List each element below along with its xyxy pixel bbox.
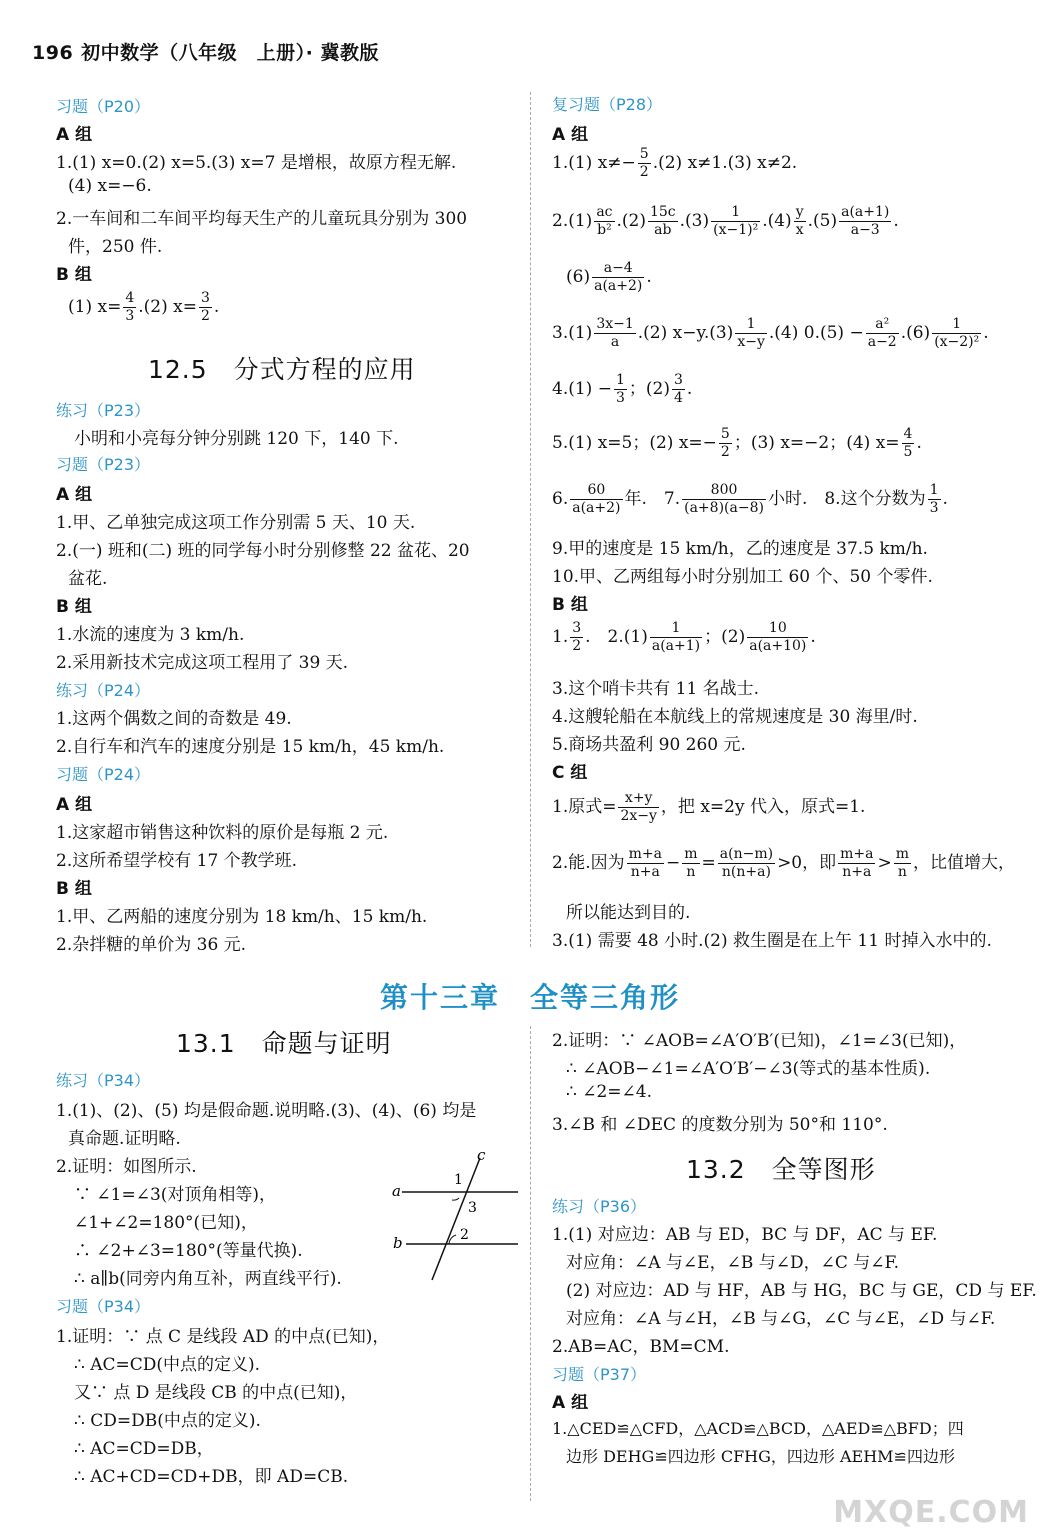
fraction: $\frac{1}{\text{(x−1)²}}$ [713, 204, 759, 238]
answer-line: 2.自行车和汽车的速度分别是 15 km/h，45 km/h. [56, 737, 445, 757]
answer-line: 1.甲、乙单独完成这项工作分别需 5 天、10 天. [56, 513, 416, 533]
answer-line: ∴ AC=CD=DB， [74, 1439, 214, 1459]
answer-line: 2.一车间和二车间平均每天生产的儿童玩具分别为 300 [56, 209, 468, 229]
practice-heading: 练习（P34） [56, 1071, 151, 1090]
answer-line: 2.证明：如图所示. [56, 1157, 197, 1177]
section-title: 13.2 全等图形 [686, 1155, 876, 1184]
answer-line: 3.(1) 需要 48 小时.(2) 救生圈是在上午 11 时掉入水中的. [552, 931, 992, 951]
answer-line: (1) x= $\frac{4}{3}$ .(2) x= $\frac{3}{2}$ . [68, 290, 220, 324]
answer-line: 6. $\frac{60}{a(a+2)}$ 年. 7. $\frac{800}{(a+8)(a-8)}$ 小时. 8.这个分数为 $\frac{1}{3}$ . [552, 482, 948, 516]
answer-line: 9.甲的速度是 15 km/h，乙的速度是 37.5 km/h. [552, 539, 928, 559]
answer-line: 2.能.因为 $\frac{m+a}{n+a}$ − $\frac{m}{n}$ = $\frac{a(n-m)}{n(n+a)}$ >0，即 $\frac{m+a}{n+a}$ > $\frac{m}{n}$ ，比值增大， [552, 846, 1016, 880]
answer-line: 2.采用新技术完成这项工程用了 39 天. [56, 653, 349, 673]
fraction: $\frac{y}{x}$ [795, 204, 804, 238]
fraction: $\frac{60}{a(a+2)}$ [572, 482, 621, 516]
answer-line: 2.证明：∵ ∠AOB=∠A′O′B′(已知)，∠1=∠3(已知)， [552, 1031, 967, 1051]
practice-heading: 练习（P24） [56, 681, 151, 700]
answer-line: 对应角：∠A 与∠E，∠B 与∠D，∠C 与∠F. [566, 1253, 900, 1273]
group-label: A 组 [552, 1393, 589, 1413]
answer-line: (4) x=−6. [68, 176, 152, 196]
answer-line: ∴ AC=CD(中点的定义). [74, 1355, 261, 1375]
fraction: $\frac{4}{5}$ [903, 426, 913, 460]
group-label: B 组 [56, 265, 92, 285]
fraction: $\frac{10}{a(a+10)}$ [749, 620, 807, 654]
chapter-title: 第十三章 全等三角形 [380, 981, 681, 1014]
label-c: c [477, 1146, 486, 1164]
fraction: $\frac{m}{n}$ [684, 846, 698, 880]
fraction: $\frac{5}{2}$ [639, 146, 649, 180]
practice-heading: 练习（P36） [552, 1197, 647, 1216]
section-title: 13.1 命题与证明 [176, 1029, 392, 1058]
page-header [32, 38, 379, 65]
answer-line: ∴ ∠2+∠3=180°(等量代换). [74, 1241, 303, 1261]
column-divider-bottom [530, 1026, 531, 1501]
answer-line: 件，250 件. [68, 237, 163, 257]
answer-line: 所以能达到目的. [566, 903, 691, 923]
column-divider-top [530, 92, 531, 947]
exercise-heading: 习题（P20） [56, 97, 151, 116]
answer-line: ∴ CD=DB(中点的定义). [74, 1411, 261, 1431]
group-label: B 组 [56, 879, 92, 899]
answer-line: 1.甲、乙两船的速度分别为 18 km/h、15 km/h. [56, 907, 428, 927]
fraction: $\frac{3x-1}{a}$ [596, 316, 634, 350]
page-number: 196 [32, 42, 74, 64]
group-label: A 组 [56, 485, 93, 505]
fraction: $\frac{3}{4}$ [673, 372, 683, 406]
fraction: $\frac{5}{2}$ [720, 426, 730, 460]
answer-line: 3.∠B 和 ∠DEC 的度数分别为 50°和 110°. [552, 1115, 888, 1135]
group-label: A 组 [56, 125, 93, 145]
group-label: A 组 [552, 125, 589, 145]
answer-line: 盆花. [68, 569, 108, 589]
answer-line: 4.(1) − $\frac{1}{3}$ ；(2) $\frac{3}{4}$ . [552, 372, 693, 406]
answer-line: 2.(1) $\frac{ac}{\text{b²}}$ .(2) $\frac{15c}{ab}$ .(3) $\frac{1}{\text{(x−1)²}}$ .(4) $\frac{y}{x}$ .(5) $\frac{a(a+1)}{a-3}$ . [552, 204, 899, 238]
answer-line: ∴ AC+CD=CD+DB，即 AD=CB. [74, 1467, 349, 1487]
answer-line: 2.AB=AC，BM=CM. [552, 1337, 730, 1357]
answer-line: 1. $\frac{3}{2}$ . 2.(1) $\frac{1}{a(a+1)}$ ；(2) $\frac{10}{a(a+10)}$ . [552, 620, 816, 654]
fraction: $\frac{m+a}{n+a}$ [840, 846, 874, 880]
fraction: $\frac{3}{2}$ [200, 290, 210, 324]
answer-line: 1.这两个偶数之间的奇数是 49. [56, 709, 292, 729]
answer-line: 边形 DEHG≌四边形 CFHG，四边形 AEHM≌四边形 [566, 1447, 955, 1466]
answer-line: 1.水流的速度为 3 km/h. [56, 625, 245, 645]
watermark: MXQE.COM [833, 1495, 1029, 1530]
answer-line: 1.这家超市销售这种饮料的原价是每瓶 2 元. [56, 823, 389, 843]
parallel-lines-figure [386, 1146, 522, 1286]
fraction: $\frac{1}{3}$ [929, 482, 939, 516]
exercise-heading: 习题（P23） [56, 455, 151, 474]
label-a: a [392, 1182, 401, 1200]
exercise-heading: 习题（P37） [552, 1365, 647, 1384]
answer-line: 1.(1)、(2)、(5) 均是假命题.说明略.(3)、(4)、(6) 均是 [56, 1101, 477, 1121]
fraction: $\frac{a(a+1)}{a-3}$ [841, 204, 890, 238]
answer-line: 1.原式= $\frac{x+y}{2x-y}$ ，把 x=2y 代入，原式=1. [552, 790, 866, 824]
answer-line: ∴ ∠AOB−∠1=∠A′O′B′−∠3(等式的基本性质). [566, 1059, 931, 1079]
answer-line: 1.(1) x=0.(2) x=5.(3) x=7 是增根，故原方程无解. [56, 153, 457, 173]
fraction: $\frac{1}{\text{(x−2)²}}$ [934, 316, 980, 350]
answer-line: 1.证明：∵ 点 C 是线段 AD 的中点(已知)， [56, 1327, 390, 1347]
answer-line: 又∵ 点 D 是线段 CB 的中点(已知)， [74, 1383, 358, 1403]
group-label: B 组 [56, 597, 92, 617]
fraction: $\frac{a(n-m)}{n(n+a)}$ [719, 846, 774, 880]
answer-line: 10.甲、乙两组每小时分别加工 60 个、50 个零件. [552, 567, 933, 587]
group-label: C 组 [552, 763, 588, 783]
fraction: $\frac{1}{a(a+1)}$ [651, 620, 701, 654]
answer-line: (2) 对应边：AD 与 HF，AB 与 HG，BC 与 GE，CD 与 EF. [566, 1281, 1037, 1301]
fraction: $\frac{1}{3}$ [615, 372, 625, 406]
answer-line: ∠1+∠2=180°(已知)， [74, 1213, 258, 1233]
fraction: $\frac{4}{3}$ [125, 290, 135, 324]
answer-line: 小明和小亮每分钟分别跳 120 下，140 下. [74, 429, 399, 449]
answer-line: 1.(1) 对应边：AB 与 ED，BC 与 DF，AC 与 EF. [552, 1225, 938, 1245]
angle-3-arc [452, 1198, 459, 1200]
fraction: $\frac{m+a}{n+a}$ [628, 846, 662, 880]
label-2: 2 [460, 1227, 469, 1243]
answer-line: 对应角：∠A 与∠H，∠B 与∠G，∠C 与∠E，∠D 与∠F. [566, 1309, 996, 1329]
angle-2-arc [449, 1235, 456, 1244]
practice-heading: 练习（P23） [56, 401, 151, 420]
label-1: 1 [454, 1172, 463, 1188]
answer-line: 3.这个哨卡共有 11 名战士. [552, 679, 760, 699]
answer-line: 5.商场共盈利 90 260 元. [552, 735, 746, 755]
answer-line: 2.(一) 班和(二) 班的同学每小时分别修整 22 盆花、20 [56, 541, 470, 561]
fraction: $\frac{m}{n}$ [895, 846, 910, 880]
answer-line: ∵ ∠1=∠3(对顶角相等)， [74, 1185, 277, 1205]
answer-line: (6) $\frac{a-4}{a(a+2)}$ . [566, 260, 652, 294]
fraction: $\frac{1}{x-y}$ [737, 316, 765, 350]
answer-line: ∴ a∥b(同旁内角互补，两直线平行). [74, 1269, 342, 1289]
group-label: B 组 [552, 595, 588, 615]
answer-line: 真命题.证明略. [68, 1129, 181, 1149]
group-label: A 组 [56, 795, 93, 815]
answer-line: 4.这艘轮船在本航线上的常规速度是 30 海里/时. [552, 707, 918, 727]
label-b: b [393, 1234, 403, 1252]
exercise-heading: 习题（P34） [56, 1297, 151, 1316]
answer-line: 2.杂拌糖的单价为 36 元. [56, 935, 247, 955]
section-title: 12.5 分式方程的应用 [148, 355, 416, 384]
answer-line: 3.(1) $\frac{3x-1}{a}$ .(2) x−y.(3) $\frac{1}{x-y}$ .(4) 0.(5) − $\frac{\text{a²}}{a-2}$ .(6) $\frac{1}{\text{(x−2)²}}$ . [552, 316, 989, 350]
exercise-heading: 习题（P24） [56, 765, 151, 784]
answer-line: 2.这所希望学校有 17 个教学班. [56, 851, 298, 871]
fraction: $\frac{\text{a²}}{a-2}$ [867, 316, 897, 350]
fraction: $\frac{ac}{\text{b²}}$ [596, 204, 613, 238]
review-heading: 复习题（P28） [552, 95, 663, 114]
fraction: $\frac{800}{(a+8)(a-8)}$ [684, 482, 764, 516]
book-title: 初中数学（八年级 上册）· 冀教版 [81, 42, 380, 64]
fraction: $\frac{3}{2}$ [572, 620, 582, 654]
answer-line: 5.(1) x=5；(2) x=− $\frac{5}{2}$ ；(3) x=−2；(4) x= $\frac{4}{5}$ . [552, 426, 922, 460]
answer-line: 1.(1) x≠− $\frac{5}{2}$ .(2) x≠1.(3) x≠2. [552, 146, 798, 180]
label-3: 3 [468, 1200, 477, 1216]
fraction: $\frac{15c}{ab}$ [649, 204, 676, 238]
fraction: $\frac{x+y}{2x-y}$ [620, 790, 657, 824]
answer-line: 1.△CED≌△CFD，△ACD≌△BCD，△AED≌△BFD；四 [552, 1419, 964, 1438]
fraction: $\frac{a-4}{a(a+2)}$ [594, 260, 643, 294]
answer-line: ∴ ∠2=∠4. [566, 1082, 652, 1102]
